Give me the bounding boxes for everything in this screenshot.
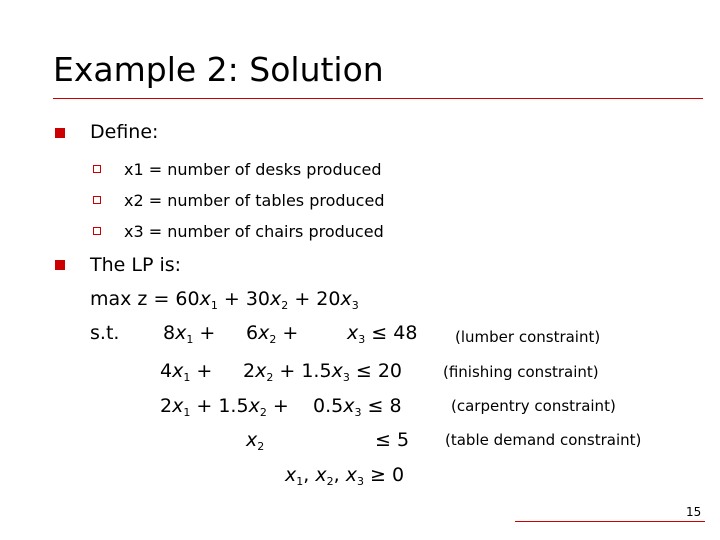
hollow-square-bullet-icon [93,165,101,173]
constraint-3-terms-1-2: $2x_1 + 1.5x_2$ + [160,395,289,419]
definition-item: x1 = number of desks produced [124,160,382,179]
hollow-square-bullet-icon [93,227,101,235]
non-negativity-constraint: $x_1$, $x_2$, $x_3 \ge 0$ [285,464,405,488]
constraint-1-term-1: $8x_1$ + [163,322,216,346]
constraint-2-note: (finishing constraint) [443,363,599,381]
constraint-2-terms-2-3: $2x_2 + 1.5x_3 \le 20$ [243,360,402,384]
constraint-4-variable: $x_2$ [246,429,265,453]
objective-function: $\max z = 60x_1 + 30x_2 + 20x_3$ [90,288,359,312]
square-bullet-icon [55,128,65,138]
title-divider [53,98,703,99]
square-bullet-icon [55,260,65,270]
constraint-1-term-2: $6x_2$ + [246,322,299,346]
constraint-4-note: (table demand constraint) [445,431,642,449]
constraint-3-note: (carpentry constraint) [451,397,616,415]
subject-to-label: s.t. [90,322,120,344]
constraint-1-note: (lumber constraint) [455,328,601,346]
constraint-3-term-3: $0.5x_3 \le 8$ [313,395,402,419]
constraint-4-rhs: ≤ 5 [375,429,410,451]
definition-item: x2 = number of tables produced [124,191,385,210]
define-heading: Define: [90,121,159,143]
slide-title: Example 2: Solution [53,50,384,89]
footer-divider [515,521,705,522]
page-number: 15 [686,505,702,519]
definition-item: x3 = number of chairs produced [124,222,384,241]
lp-heading: The LP is: [90,254,182,276]
constraint-2-term-1: $4x_1$ + [160,360,213,384]
hollow-square-bullet-icon [93,196,101,204]
constraint-1-term-3: $x_3 \le 48$ [347,322,418,346]
